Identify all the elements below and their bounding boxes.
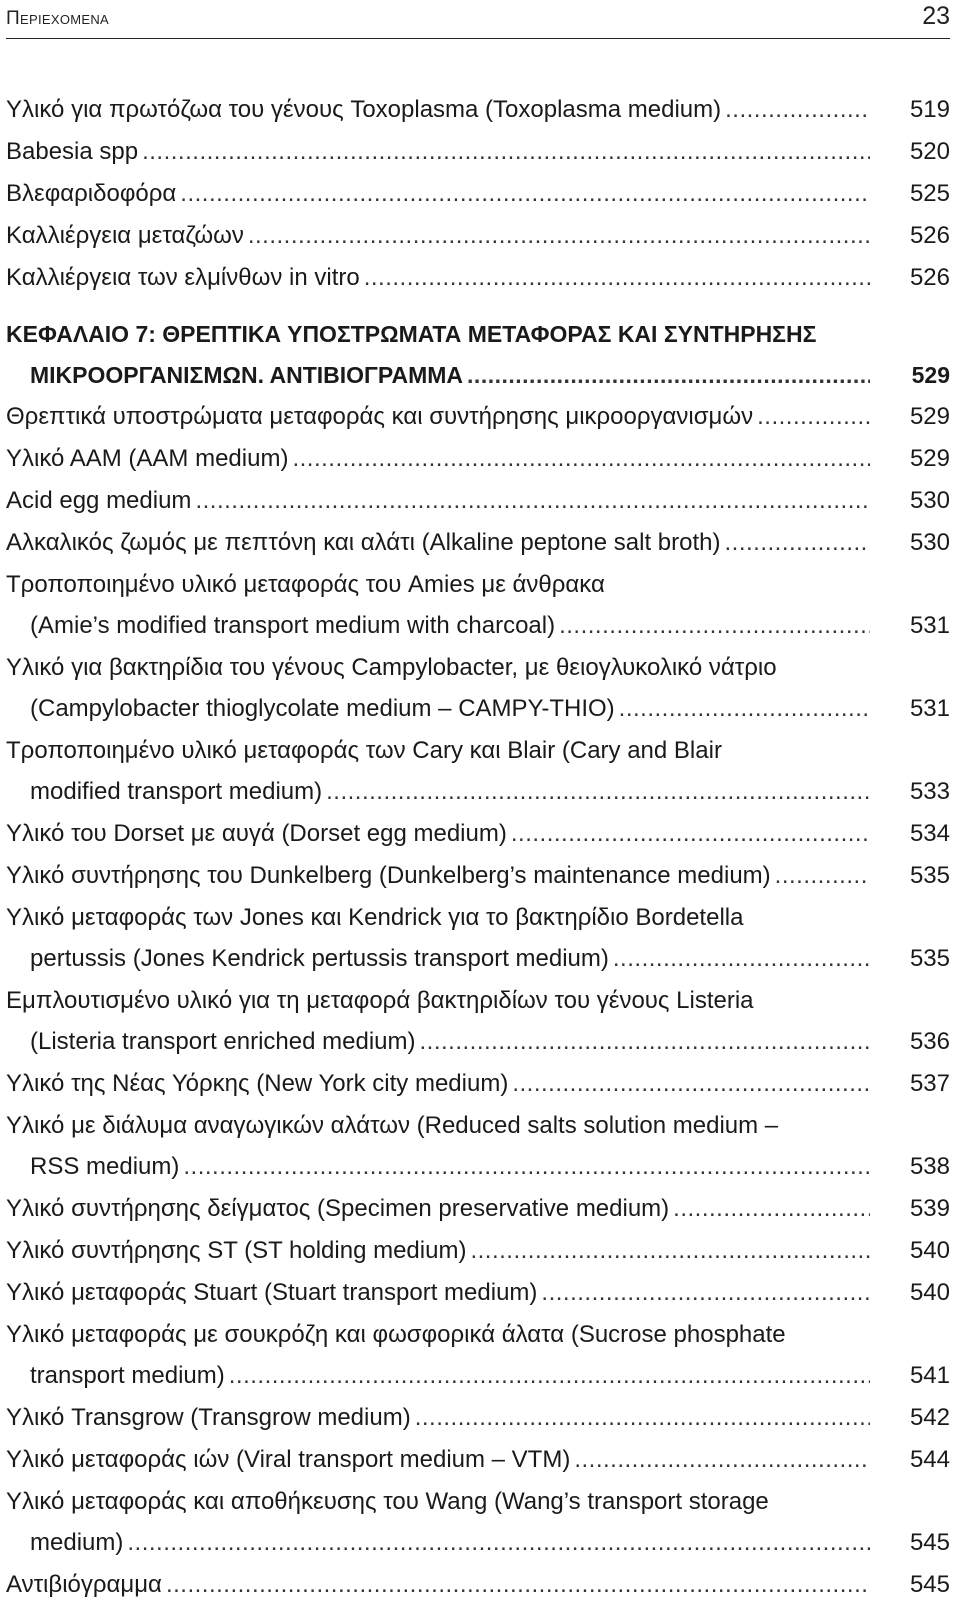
toc-entry-title: Υλικό μεταφοράς Stuart (Stuart transport medium) xyxy=(6,1279,538,1306)
toc-page-number: 529 xyxy=(909,403,950,430)
toc-entry-title: (Campylobacter thioglycolate medium – CAMPY-THIO) xyxy=(30,695,615,722)
toc-page-number: 539 xyxy=(909,1195,950,1222)
dot-leader xyxy=(415,1399,870,1437)
toc-entry[interactable] xyxy=(6,133,950,171)
toc-entry[interactable] xyxy=(6,398,950,436)
toc-entry-title: Καλλιέργεια μεταζώων xyxy=(6,222,244,249)
toc-entry[interactable] xyxy=(6,899,950,978)
toc-entry-title: Υλικό Transgrow (Transgrow medium) xyxy=(6,1404,411,1431)
toc-entry[interactable] xyxy=(6,440,950,478)
toc-page-number: 535 xyxy=(909,945,950,972)
dot-leader xyxy=(180,175,870,213)
toc-entry[interactable] xyxy=(6,649,950,728)
dot-leader xyxy=(541,1274,870,1312)
toc-entry-title: Υλικό μεταφοράς και αποθήκευσης του Wang (Wang’s transport storage xyxy=(6,1488,769,1515)
toc-entry-title: (Listeria transport enriched medium) xyxy=(30,1028,416,1055)
toc-entry[interactable] xyxy=(6,1483,950,1562)
toc-page-number: 533 xyxy=(909,778,950,805)
toc-entry-title: Τροποποιημένο υλικό μεταφοράς των Cary και Blair (Cary and Blair xyxy=(6,737,722,764)
toc-entry-title: pertussis (Jones Kendrick pertussis transport medium) xyxy=(30,945,609,972)
toc-entry[interactable] xyxy=(6,524,950,562)
toc-entry-title: RSS medium) xyxy=(30,1153,180,1180)
dot-leader xyxy=(512,1065,870,1103)
toc-entry[interactable] xyxy=(6,732,950,811)
toc-entry-title: ΚΕΦΑΛΑΙΟ 7: ΘΡΕΠΤΙΚΑ ΥΠΟΣΤΡΩΜΑΤΑ ΜΕΤΑΦΟΡΑΣ ΚΑΙ ΣΥΝΤΗΡΗΣΗΣ xyxy=(6,321,817,347)
toc-page-number: 541 xyxy=(909,1362,950,1389)
dot-leader xyxy=(757,398,870,436)
dot-leader xyxy=(364,259,870,297)
toc-entry-title: Αλκαλικός ζωμός με πεπτόνη και αλάτι (Alkaline peptone salt broth) xyxy=(6,529,721,556)
toc-entry[interactable] xyxy=(6,566,950,645)
dot-leader xyxy=(619,690,870,728)
toc-page-number: 529 xyxy=(909,445,950,472)
toc-entry-title: Θρεπτικά υποστρώματα μεταφοράς και συντήρησης μικροοργανισμών xyxy=(6,403,754,430)
toc-page-number: 525 xyxy=(909,180,950,207)
dot-leader xyxy=(127,1524,870,1562)
table-of-contents xyxy=(6,91,950,1604)
dot-leader xyxy=(229,1357,870,1395)
dot-leader xyxy=(195,482,870,520)
dot-leader xyxy=(183,1148,870,1186)
toc-page-number: 545 xyxy=(909,1571,950,1598)
toc-entry-title: Τροποποιημένο υλικό μεταφοράς του Amies με άνθρακα xyxy=(6,571,605,598)
dot-leader xyxy=(470,1232,870,1270)
toc-entry-title: Αντιβιόγραμμα xyxy=(6,1571,162,1598)
toc-page-number: 538 xyxy=(909,1153,950,1180)
toc-page-number: 537 xyxy=(909,1070,950,1097)
toc-entry[interactable] xyxy=(6,91,950,129)
dot-leader xyxy=(725,91,870,129)
header-page-number: 23 xyxy=(922,2,950,30)
dot-leader xyxy=(613,940,870,978)
toc-entry[interactable] xyxy=(6,217,950,255)
dot-leader xyxy=(559,607,870,645)
toc-entry-title: Βλεφαριδοφόρα xyxy=(6,180,177,207)
toc-entry-title: medium) xyxy=(30,1529,124,1556)
toc-entry-title: Υλικό μεταφοράς με σουκρόζη και φωσφορικά άλατα (Sucrose phosphate xyxy=(6,1321,786,1348)
toc-page-number: 544 xyxy=(909,1446,950,1473)
toc-entry-title: modified transport medium) xyxy=(30,778,323,805)
dot-leader xyxy=(511,815,870,853)
toc-entry[interactable] xyxy=(6,1232,950,1270)
dot-leader xyxy=(142,133,870,171)
running-header xyxy=(6,0,950,39)
toc-page-number: 526 xyxy=(909,222,950,249)
toc-page-number: 530 xyxy=(909,487,950,514)
toc-chapter-heading[interactable] xyxy=(6,315,950,394)
dot-leader xyxy=(673,1190,870,1228)
dot-leader xyxy=(467,356,870,394)
dot-leader xyxy=(724,524,870,562)
toc-entry[interactable] xyxy=(6,1274,950,1312)
toc-entry[interactable] xyxy=(6,1190,950,1228)
toc-entry-title: Acid egg medium xyxy=(6,487,192,514)
toc-page-number: 545 xyxy=(909,1529,950,1556)
toc-page-number: 519 xyxy=(909,96,950,123)
toc-page-number: 535 xyxy=(909,862,950,889)
toc-entry-title: Υλικό μεταφοράς ιών (Viral transport medium – VTM) xyxy=(6,1446,571,1473)
toc-page-number: 520 xyxy=(909,138,950,165)
toc-page-number: 530 xyxy=(909,529,950,556)
toc-entry-title: (Amie’s modified transport medium with charcoal) xyxy=(30,612,556,639)
toc-page-number: 526 xyxy=(909,264,950,291)
toc-entry[interactable] xyxy=(6,1399,950,1437)
toc-page-number: 540 xyxy=(909,1237,950,1264)
dot-leader xyxy=(248,217,870,255)
toc-page-number: 531 xyxy=(909,612,950,639)
toc-entry-title: Εμπλουτισμένο υλικό για τη μεταφορά βακτηριδίων του γένους Listeria xyxy=(6,987,754,1014)
toc-entry[interactable] xyxy=(6,1441,950,1479)
toc-entry[interactable] xyxy=(6,1316,950,1395)
toc-entry[interactable] xyxy=(6,857,950,895)
toc-entry[interactable] xyxy=(6,1107,950,1186)
dot-leader xyxy=(166,1566,870,1604)
toc-entry-title: Υλικό με διάλυμα αναγωγικών αλάτων (Reduced salts solution medium – xyxy=(6,1112,779,1139)
toc-entry-title: Υλικό συντήρησης ST (ST holding medium) xyxy=(6,1237,467,1264)
toc-entry-title: Υλικό του Dorset με αυγά (Dorset egg medium) xyxy=(6,820,507,847)
toc-page-number: 531 xyxy=(909,695,950,722)
toc-entry-title: ΜΙΚΡΟΟΡΓΑΝΙΣΜΩΝ. ΑΝΤΙΒΙΟΓΡΑΜΜΑ xyxy=(30,362,464,388)
toc-entry[interactable] xyxy=(6,815,950,853)
toc-page-number: 534 xyxy=(909,820,950,847)
toc-page-number: 536 xyxy=(909,1028,950,1055)
toc-entry[interactable] xyxy=(6,1566,950,1604)
toc-entry-title: Υλικό συντήρησης δείγματος (Specimen preservative medium) xyxy=(6,1195,670,1222)
toc-entry[interactable] xyxy=(6,175,950,213)
toc-entry-title: Babesia spp xyxy=(6,138,139,165)
dot-leader xyxy=(574,1441,870,1479)
toc-page-number: 542 xyxy=(909,1404,950,1431)
toc-entry-title: Υλικό της Νέας Υόρκης (New York city medium) xyxy=(6,1070,509,1097)
dot-leader xyxy=(292,440,870,478)
toc-entry-title: Υλικό συντήρησης του Dunkelberg (Dunkelberg’s maintenance medium) xyxy=(6,862,771,889)
toc-entry-title: Υλικό μεταφοράς των Jones και Kendrick για το βακτηρίδιο Bordetella xyxy=(6,904,744,931)
header-title: Περιεχομενα xyxy=(6,8,109,29)
toc-entry-title: Καλλιέργεια των ελμίνθων in vitro xyxy=(6,264,360,291)
toc-page-number: 529 xyxy=(911,362,950,388)
toc-entry[interactable] xyxy=(6,1065,950,1103)
toc-entry-title: Υλικό για πρωτόζωα του γένους Toxoplasma (Toxoplasma medium) xyxy=(6,96,722,123)
dot-leader xyxy=(326,773,870,811)
toc-page-number: 540 xyxy=(909,1279,950,1306)
dot-leader xyxy=(420,1023,871,1061)
toc-entry[interactable] xyxy=(6,259,950,297)
toc-entry[interactable] xyxy=(6,482,950,520)
dot-leader xyxy=(775,857,870,895)
toc-entry-title: transport medium) xyxy=(30,1362,225,1389)
toc-entry-title: Υλικό για βακτηρίδια του γένους Campylobacter, με θειογλυκολικό νάτριο xyxy=(6,654,777,681)
toc-entry[interactable] xyxy=(6,982,950,1061)
toc-entry-title: Υλικό ΑΑΜ (AAM medium) xyxy=(6,445,289,472)
